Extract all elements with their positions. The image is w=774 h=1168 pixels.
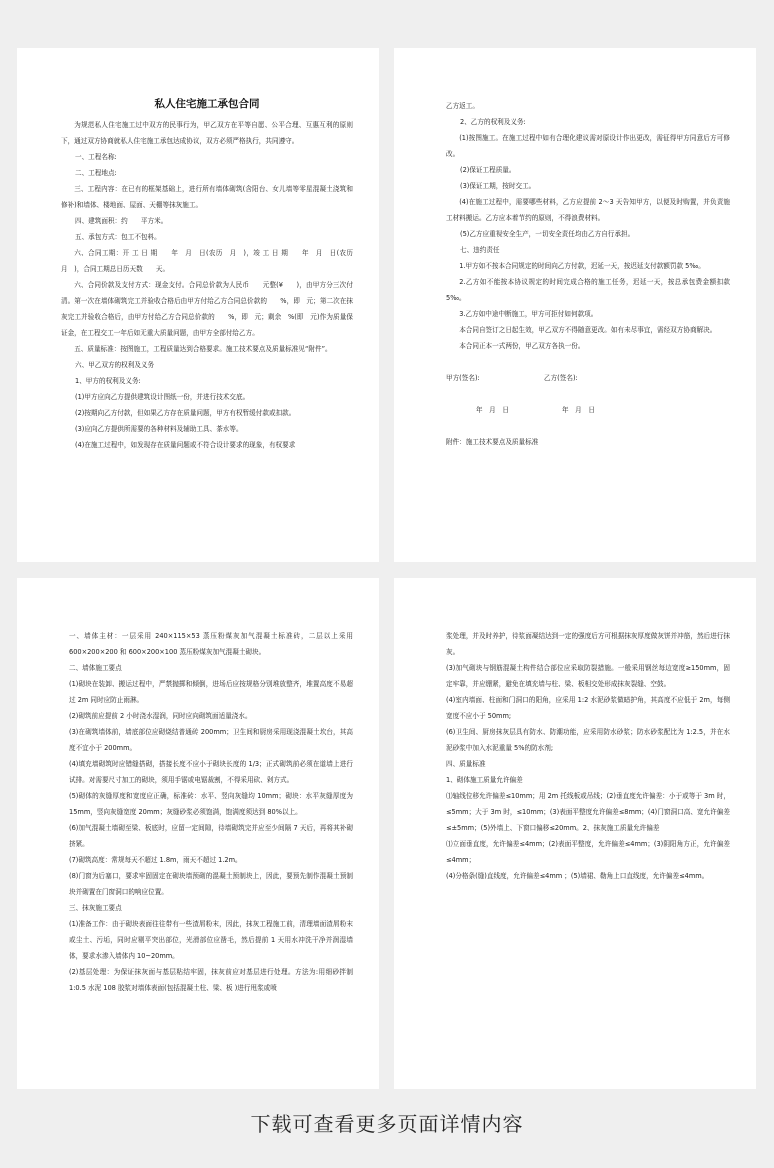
paragraph: (2)按期向乙方付款，但如果乙方存在质量问题，甲方有权暂缓付款或扣款。 [75, 409, 296, 417]
paragraph: 五、质量标准：按图施工，工程质量达到合格要求。施工技术要点及质量标准见“附件”。 [74, 345, 332, 353]
paragraph: 二、墙体施工要点 [69, 664, 122, 672]
paragraph: (7)砌筑高度：常规每天不超过 1.8m，雨天不超过 1.2m。 [69, 856, 242, 864]
paragraph: (6)卫生间、厨房抹灰层具有防水、防潮功能，应采用防水砂浆；防水砂浆配比为 1:2.5，并在水泥砂浆中加入水泥重量 5%的防水剂; [446, 728, 730, 752]
document-page-1 [17, 48, 379, 562]
paragraph: 2、乙方的权利及义务: [460, 118, 526, 126]
paragraph: (2)保证工程质量。 [460, 166, 516, 174]
paragraph: (5)砌体的灰缝厚度和宽度应正确，标准砖：水平、竖向灰缝均 10mm；砌块：水平灰缝厚度为 15mm，竖向灰缝宽度 20mm；灰缝砂浆必须饱满，饱满度须达到 80%以上。 [69, 792, 353, 816]
paragraph: (1)甲方应向乙方提供建筑设计图纸一份，并进行技术交底。 [75, 393, 250, 401]
paragraph: (4)填充墙砌筑时应错缝搭砌，搭接长度不应小于砌块长度的 1/3；正式砌筑前必须在道墙上进行试排。对需要尺寸加工的砌块，须用手锯或电锯裁割，不得采用砍、剁方式。 [69, 760, 353, 784]
party-b-signature-label: 乙方(签名): [544, 374, 578, 382]
party-a-signature-label: 甲方(签名): [446, 374, 480, 382]
paragraph: 六、合同工期：开 工 日 期 年 月 日(农历 月 )，竣 工 日 期 年 月 日(农历 月 )，合同工期总日历天数 天。 [61, 249, 360, 273]
paragraph: (3)应向乙方提供所需要的各种材料及辅助工具、茶水等。 [75, 425, 243, 433]
paragraph: 一、工程名称: [75, 153, 117, 161]
paragraph: 七、违约责任 [460, 246, 500, 254]
party-b-date: 年 月 日 [562, 406, 595, 414]
paragraph: (1)砌块在装卸、搬运过程中，严禁抛掷和倾倒，进场后应按规格分别堆放整齐，堆置高度不易超过 2m 同时应防止雨淋。 [69, 680, 353, 704]
signature-row [446, 370, 730, 386]
paragraph: 1、甲方的权利及义务: [75, 377, 141, 385]
paragraph: (3)加气砌块与钢筋混凝土构件结合部位应采取防裂措施。一般采用钢丝每边宽度≥150mm，固定牢靠，并应绷紧，避免在填充墙与柱、梁、板相交处形成抹灰裂缝、空鼓。 [446, 664, 730, 688]
paragraph: 三、工程内容：在已有的框架基础上，进行所有墙体砌筑(含阳台、女儿墙等零星混凝土浇筑和修补)和墙体、楼地面、屋面、天棚等抹灰施工。 [61, 185, 353, 209]
document-page-3 [17, 578, 379, 1089]
attachment-note: 附件：施工技术要点及质量标准 [446, 438, 539, 446]
paragraph: 2.乙方如不能按本协议规定的时间完成合格的施工任务，迟延一天，按总承包费金额扣款 5‰。 [446, 278, 730, 302]
paragraph: (4)分格条(缝)直线度，允许偏差≤4mm ；(5)墙裙、勒角上口直线度，允许偏差≤4mm。 [446, 872, 709, 880]
paragraph: 本合同自签订之日起生效，甲乙双方不得随意更改。如有未尽事宜，需经双方协商解决。 [459, 326, 717, 334]
paragraph: (5)乙方应重视安全生产，一切安全责任均由乙方自行承担。 [460, 230, 635, 238]
paragraph: (1)准备工作：由于砌块表面往往带有一些渣屑粉末，因此，抹灰工程施工前，清理墙面渣屑粉末或尘土、污垢，同时应剔平突出部位，光滑部位应凿毛，然后提前 1 天用水冲洗干净并润湿墙体，要求水渗入墙体内 10~20mm。 [69, 920, 353, 960]
paragraph: 1、砌体施工质量允许偏差 [446, 776, 523, 784]
paragraph: 三、抹灰施工要点 [69, 904, 122, 912]
paragraph: (3)在砌筑墙体前，墙底部位应砌烧结普通砖 200mm；卫生间和厨房采用现浇混凝土坎台，其高度不宜小于 200mm。 [69, 728, 353, 752]
paragraph: 乙方返工。 [446, 102, 479, 110]
paragraph: (2)基层处理：为保证抹灰面与基层粘结牢固，抹灰前应对基层进行处理。方法为:用细砂拌制 1:0.5 水泥 108 胶浆对墙体表面(包括混凝土柱、梁、板 )进行甩浆或喷 [69, 968, 353, 992]
paragraph: (2)砌筑前应提前 2 小时浇水湿润，同时应向砌筑面适量浇水。 [69, 712, 252, 720]
paragraph: 六、甲乙双方的权利及义务 [75, 361, 155, 369]
paragraph: 六、合同价款及支付方式：现金支付。合同总价款为人民币 元整(¥ )，由甲方分三次付清。第一次在墙体砌筑完工并验收合格后由甲方付给乙方合同总价款的 %，即 元；第二次在抹灰完工并验收合格后，由甲方付给乙方合同总价款的 %，即 元；剩余 %(即 元)作为质量保证金，在工程交工一年后如无重大质量问题，由甲方全部付给乙方。 [61, 281, 353, 337]
paragraph: (4)在施工过程中，需要哪些材料，乙方应提前 2～3 天告知甲方，以便及时购置，并负责施工材料搬运。乙方应本着节约的原则，不得浪费材料。 [446, 198, 730, 222]
paragraph: 本合同正本一式两份，甲乙双方各执一份。 [459, 342, 585, 350]
paragraph: ⑴轴线位移允许偏差≤10mm；用 2m 托线板或吊线；(2)垂直度允许偏差：小于或等于 3m 时，≤5mm；大于 3m 时，≤10mm；(3)表面平整度允许偏差≤8mm；(4)门窗洞口高、宽允许偏差≤±5mm；(5)外墙上、下窗口偏移≤20mm。2、抹灰施工质量允许偏差 [446, 792, 730, 832]
paragraph: (1)按图施工。在施工过程中如有合理化建议需对原设计作出更改，需征得甲方同意后方可修改。 [446, 134, 730, 158]
contract-title: 私人住宅施工承包合同 [154, 98, 260, 110]
paragraph: ⑴立面垂直度，允许偏差≤4mm；(2)表面平整度，允许偏差≤4mm；(3)阴阳角方正，允许偏差≤4mm； [446, 840, 730, 864]
paragraph: (8)门窗为后塞口，要求牢固固定在砌块墙预砌的混凝土预制块上，因此，要预先制作混凝土预制块并砌置在门窗洞口的响应位置。 [69, 872, 353, 896]
paragraph: 3.乙方如中途中断施工，甲方可拒付如何款项。 [459, 310, 598, 318]
paragraph: 四、建筑面积：约 平方米。 [75, 217, 168, 225]
paragraph: 四、质量标准 [446, 760, 486, 768]
paragraph: 1.甲方如不按本合同规定的时间向乙方付款，迟延一天，按迟延支付款额罚款 5‰。 [459, 262, 705, 270]
paragraph: (4)室内墙面、柱面和门洞口的阳角，应采用 1:2 水泥砂浆做暗护角，其高度不应低于 2m，每侧宽度不应小于 50mm; [446, 696, 730, 720]
paragraph: (6)加气混凝土墙砌至梁、板底时，应留一定间隙，待墙砌筑完并应至少间隔 7 天后，再将其补砌挤紧。 [69, 824, 353, 848]
download-prompt-text: 下载可查看更多页面详情内容 [250, 1112, 524, 1136]
date-row [446, 402, 730, 418]
paragraph: 二、工程地点: [75, 169, 117, 177]
paragraph: (4)在施工过程中，如发现存在质量问题或不符合设计要求的现象，有权要求 [75, 441, 296, 449]
paragraph: 浆处理，并及时养护，待浆面凝结达到一定的强度后方可根据抹灰厚度做灰饼并冲筋，然后进行抹灰。 [446, 632, 730, 656]
party-a-date: 年 月 日 [476, 406, 509, 414]
paragraph: 一、墙体主材：一层采用 240×115×53 蒸压粉煤灰加气混凝土标准砖，二层以上采用 600×200×200 和 600×200×100 蒸压粉煤灰加气混凝土砌块。 [69, 632, 353, 656]
paragraph: 为规范私人住宅施工过中双方的民事行为，甲乙双方在平等自愿、公平合理、互惠互利的原则下，通过双方协商就私人住宅施工承包达成协议，双方必须严格执行，共同遵守。 [61, 121, 353, 145]
document-page-4 [394, 578, 756, 1089]
document-page-2 [394, 48, 756, 562]
paragraph: (3)保证工期，按时交工。 [460, 182, 536, 190]
paragraph: 五、承包方式：包工不包料。 [75, 233, 161, 241]
